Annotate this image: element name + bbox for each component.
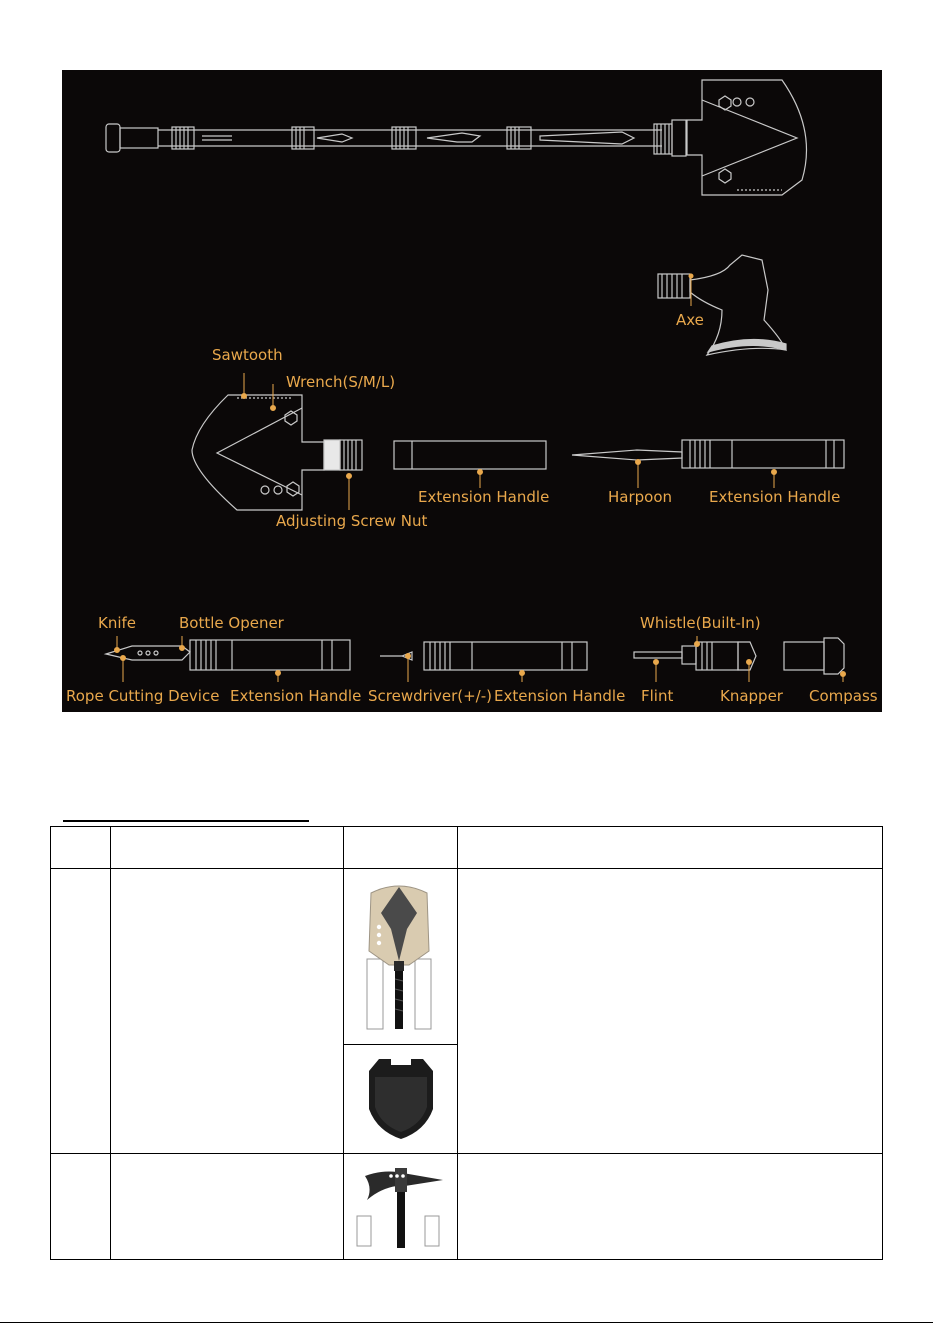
axe-photo	[345, 1154, 457, 1254]
knife-drawing	[106, 640, 350, 670]
row2-name	[111, 1154, 344, 1260]
label-wrench: Wrench(S/M/L)	[286, 373, 396, 391]
label-compass: Compass	[809, 687, 878, 705]
label-harpoon: Harpoon	[608, 488, 673, 506]
header-cell-description	[458, 827, 883, 869]
row1-no	[51, 869, 111, 1154]
table-row	[51, 869, 883, 1045]
row2-no	[51, 1154, 111, 1260]
header-cell-image	[344, 827, 458, 869]
axe-head	[658, 255, 786, 355]
label-adjusting-screw-nut: Adjusting Screw Nut	[276, 512, 428, 530]
row1-image-cell-sheath	[344, 1045, 458, 1154]
label-rope-cutting-device: Rope Cutting Device	[66, 687, 220, 705]
label-knife: Knife	[98, 614, 137, 632]
extension-handle-1-drawing	[394, 441, 546, 469]
shovel-photo	[345, 869, 457, 1039]
header-cell-no	[51, 827, 111, 869]
label-extension-handle-3: Extension Handle	[230, 687, 362, 705]
table-header-row	[51, 827, 883, 869]
label-flint: Flint	[641, 687, 674, 705]
label-extension-handle-4: Extension Handle	[494, 687, 626, 705]
row1-image-cell-shovel	[344, 869, 458, 1045]
assembled-shovel	[106, 80, 807, 195]
label-screwdriver: Screwdriver(+/-)	[368, 687, 492, 705]
row2-description	[458, 1154, 883, 1260]
compass-drawing	[784, 638, 844, 674]
label-sawtooth: Sawtooth	[212, 346, 283, 364]
parts-diagram	[62, 70, 882, 712]
parts-table	[50, 826, 883, 1260]
label-whistle: Whistle(Built-In)	[640, 614, 761, 632]
section-heading-underline	[63, 820, 309, 822]
label-extension-handle-2: Extension Handle	[709, 488, 841, 506]
label-extension-handle-1: Extension Handle	[418, 488, 550, 506]
table-row	[51, 1154, 883, 1260]
label-bottle-opener: Bottle Opener	[179, 614, 284, 632]
row2-image-cell-axe	[344, 1154, 458, 1260]
harpoon-drawing	[572, 440, 844, 468]
row1-name	[111, 869, 344, 1154]
label-knapper: Knapper	[720, 687, 783, 705]
page-bottom-rule	[0, 1322, 933, 1323]
header-cell-name	[111, 827, 344, 869]
sheath-photo	[345, 1045, 457, 1148]
shovel-head	[192, 395, 362, 510]
label-axe: Axe	[676, 311, 704, 329]
screwdriver-drawing	[380, 642, 587, 670]
row1-description	[458, 869, 883, 1154]
